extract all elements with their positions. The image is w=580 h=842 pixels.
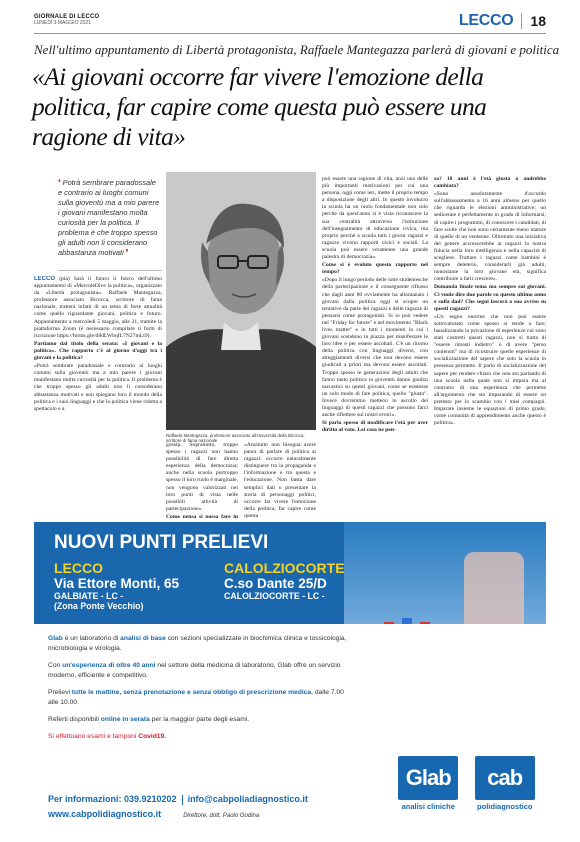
location-note: (Zona Ponte Vecchio)	[54, 601, 144, 611]
column-4-text-2: «Un segno enorme che non può essere sottovalutato come spesso si tende a fare, banalizzando la privazione di esperienze cui sono stati costretti questi ragazzi, non si tratta di "essere rimasti indietro" o di avere "perso contenuti" ma di ricostruire quelle esperienze di socializzazione del sapere che solo la scuola in presenza permette. Il parlo di socializzazione del sapere per rendere chiaro che non sto parlando di una scuola nella quale non si impara ma al contrario di una esperienza che permette all'argomento che sto imparando di essere un pretesto per lo scambio con i miei compagni. Imparare insieme le equazioni di primo grado, come comunità di apprendimento anche questo è politica».	[434, 313, 546, 427]
quote-close-icon: ❜	[125, 248, 129, 257]
glab-logo-mark: Glab	[398, 756, 458, 800]
ad-logos	[394, 756, 539, 826]
ad-text: Si	[48, 733, 56, 740]
brand-name: Glab	[48, 635, 63, 642]
cab-logo-subtitle: polidiagnostico	[477, 802, 533, 811]
article-kicker: Nell'ultimo appuntamento di Libertà protagonista, Raffaele Mantegazza parlerà di giovani e politica	[34, 42, 560, 57]
ad-paragraph-4	[48, 715, 348, 725]
ad-paragraph-5	[48, 732, 348, 742]
director-name: Direttore, dott. Paolo Godina	[183, 812, 260, 819]
masthead	[34, 12, 546, 34]
question-5: Domanda finale tema ma sempre sui giovani. Ci vuole dire due parole su questo ultimo anno e sulla dad? Che segni lascerà a suo avviso su questi ragazzi?	[434, 284, 546, 312]
website-link[interactable]: www.cabpolidiagnostico.it	[48, 808, 162, 819]
contact-line-2	[48, 809, 358, 819]
ad-paragraph-1	[48, 634, 348, 654]
column-1-text: (pia) Sarà il futuro il fulcro dell'ultimo appuntamento di «MercoleDive la politica», organizzato da «Libertà protagonista». Raffaele Mantegazza, professore associato Bicocca, scrittore di fama nazionale, tratterà infatti di un tema di forte attualità come quello riguardante giovani, politica e futuro. Appuntamento a mercoledì 5 maggio, alle 21, tramite la piattaforma Zoom (è necessario compilare il form di iscrizione https://forms.gle/d8dLWbqfL7N27mLt9).	[34, 276, 162, 339]
masthead-right	[459, 12, 546, 30]
ad-text: Referti disponibili	[48, 716, 101, 723]
ad-title: NUOVI PUNTI PRELIEVI	[54, 532, 269, 553]
location-city: LECCO	[54, 560, 103, 576]
pull-quote	[58, 178, 162, 258]
ad-text: è un laboratorio di	[62, 635, 121, 642]
ad-text: Con	[48, 662, 63, 669]
article-column-3	[322, 176, 428, 518]
ad-highlight: effettuano esami e tamponi	[55, 733, 137, 740]
question-1: Partiamo dal titolo della serata: «I giovani e la politica». Che rapporto c'è al giorno d'oggi tra i giovani e la politica?	[34, 340, 162, 362]
column-2-text-2: «Anzitutto non bisogna avere paura di parlare di politica ai ragazzi: occorre naturalmente distinguere tra la propaganda e l'informazione e tra questa e l'educazione. Non basta dare semplici dati o presentare la storia di personaggi politici, occorre far vivere l'emozione della politica, far capire come questa	[244, 442, 316, 518]
question-3: Come si è evoluto questo rapporto nel tempo?	[322, 262, 428, 276]
newspaper-name: GIORNALE DI LECCO	[34, 14, 100, 20]
photo-caption: Raffaele Mantegazza, professore associato all'Università della Bicocca, scrittore di fama nazionale	[166, 433, 305, 443]
ad-body	[34, 624, 546, 832]
contact-line-1	[48, 794, 358, 805]
glab-logo-subtitle: analisi cliniche	[401, 802, 455, 811]
ad-contacts	[48, 794, 358, 819]
question-4-start: Si parla spesso di modificare l'età per aver diritto al voto. Lei cosa ne pen-	[322, 420, 428, 434]
masthead-divider	[521, 13, 522, 29]
quote-open-icon: ❛	[58, 178, 61, 187]
column-4-text: «Sono assolutamente d'accordo sull'abbassamento a 16 anni almeno per quello che riguarda le elezioni amministrative; un sedicenne è perfettamente in grado di informarsi, di capire i programmi, di conoscere i candidati, di fare scelte che non sono certamente meno mature di quelle di un ventenne. Oltretutto una iniziativa del genere accrescerebbe ai ragazzi la nostra fiducia nella loro intelligenza e nella capacità di scegliere. Trattare i ragazzi come bambini è sempre deleterio, considerarli già adulti, nonostante la loro giovane età, significa contribuire a farli crescere».	[434, 191, 546, 283]
contact-divider	[182, 795, 183, 805]
article-dropcap: LECCO	[34, 276, 55, 282]
logo-glab	[394, 756, 463, 826]
column-2-text: gossip. Soprattutto, troppo spesso i ragazzi non hanno possibilità di fare diretta esperienza della democrazia; anche nella scuola purtroppo spesso il loro ruolo è marginale, non vengono valorizzati nei loro punti di vista nelle possibili attività di partecipazione».	[166, 442, 238, 512]
article-column-2b	[244, 442, 316, 518]
ad-paragraph-3	[48, 688, 348, 708]
cab-logo-mark: cab	[475, 756, 535, 800]
logo-cab	[471, 756, 540, 826]
pull-quote-text: Potrà sembrare paradossale e contrario ai luoghi comuni sulla gioventù ma a mio parere i giovani manifestano molta curiosità per la politica. Il problema è che troppo spesso gli adulti non li considerano abbastanza motivati	[58, 178, 160, 257]
phone-contact: Per informazioni: 039.9210202	[48, 794, 177, 804]
article-column-4	[434, 176, 546, 518]
ad-highlight: online in serata	[100, 716, 150, 723]
masthead-left	[34, 14, 99, 26]
location-street: Via Ettore Monti, 65	[54, 576, 180, 591]
email-link[interactable]: info@cabpoliadiagnostico.it	[187, 794, 308, 804]
ad-highlight: analisi di base	[120, 635, 166, 642]
article-column-1	[34, 276, 162, 518]
ad-text: per la maggior parte degli esami.	[149, 716, 250, 723]
location-street: C.so Dante 25/D	[224, 576, 327, 591]
ad-text: nel settore della medicina di laboratorio, Glab offre un servizio moderno, efficiente e competitivo.	[48, 662, 341, 679]
ad-description	[48, 634, 348, 749]
question-2: Come pensa si possa fare in	[166, 513, 238, 518]
article-headline: «Ai giovani occorre far vivere l'emozione della politica, far capire come questa può essere una ragione di vita»	[32, 62, 487, 151]
location-area: GALBIATE - LC -	[54, 591, 124, 601]
column-3-text-2: «Dopo il lungo periodo delle lotte studentesche della partecipazione e il conseguente riflusso che dagli anni 80 ovviamente ha allontanato i giovani dalla politica oggi si scopre un tentativo da parte dei ragazzi e delle ragazze di pensarsi come protagonisti. Si io può vedere nel "Friday for future" e nel movimento "Black lives matter" e in tutti i momenti in cui i giovani scendono in piazza per manifestare le loro idee e per essere ascoltati. C'è un ritorno della politica con linguaggi diversi, con atteggiamenti diversi che non devono essere giudicati a priori ma devono essere ascoltati. Troppo spesso le generazioni degli adulti che fanno tanto politica in gioventù danno giudizi sarcastici su questi giovani, come se esistesse un solo modo di fare politica, quello "giusto". Invece dovremmo mettersi in ascolto dei linguaggi di questi ragazzi che possono farci anche riflettere sui nostri errori».	[322, 277, 428, 419]
ad-highlight: Covid19.	[136, 733, 167, 740]
ad-location-lecco	[54, 560, 179, 611]
page-number: 18	[530, 13, 546, 29]
ad-highlight: tutte le mattine, senza prenotazione e senza obbligo di prescrizione medica	[71, 689, 312, 696]
issue-date: LUNEDÌ 3 MAGGIO 2021	[34, 20, 91, 26]
column-3-text: può essere una ragione di vita, anzi una delle più importanti motivazioni per cui una persona, oggi come ieri, mette il proprio tempo a disposizione degli altri. In questo involucro la scuola ha un ruolo fondamentale non solo perché da quest'anno si è vista riconoscere la sua centralità attraverso l'istituzione dell'insegnamento di educazione civica, ma proprio perché a scuola tutti i giorni ragazzi e ragazze vivono rapporti civici e sociali. La scuola può essere veramente una grande palestra di democrazia».	[322, 176, 428, 261]
portrait-photo	[166, 172, 316, 430]
column-1-text-2: «Potrà sembrare paradossale e contrario ai luoghi comuni sulla gioventù ma a mio parere i giovani manifestano molta curiosità per la politica. Il problema è che troppo spesso gli adulti non li considerano abbastanza motivati e non spiegano loro il mondo della politica e i suoi linguaggi e che la politica viene ridotta a spettacolo e a	[34, 363, 162, 412]
ad-location-calolziocorte	[224, 560, 345, 601]
ad-highlight: un'esperienza di oltre 40 anni	[62, 662, 156, 669]
ad-text: , dalle 7.00 alle 10.00.	[48, 689, 344, 706]
article-column-2	[166, 442, 238, 518]
location-area: CALOLZIOCORTE - LC -	[224, 591, 325, 601]
pull-quote-divider	[58, 270, 162, 271]
section-name: LECCO	[458, 12, 514, 29]
advertisement	[34, 522, 546, 832]
ad-text: con sezioni specializzate in biochimica clinica e tossicologia, microbiologia e virologia.	[48, 635, 347, 652]
question-4-end: sa? 18 anni è l'età giusta o andrebbe cambiata?	[434, 176, 546, 190]
location-city: CALOLZIOCORTE	[224, 560, 345, 576]
ad-paragraph-2	[48, 661, 348, 681]
portrait-illustration	[166, 172, 316, 430]
ad-text: Prelievi	[48, 689, 72, 696]
